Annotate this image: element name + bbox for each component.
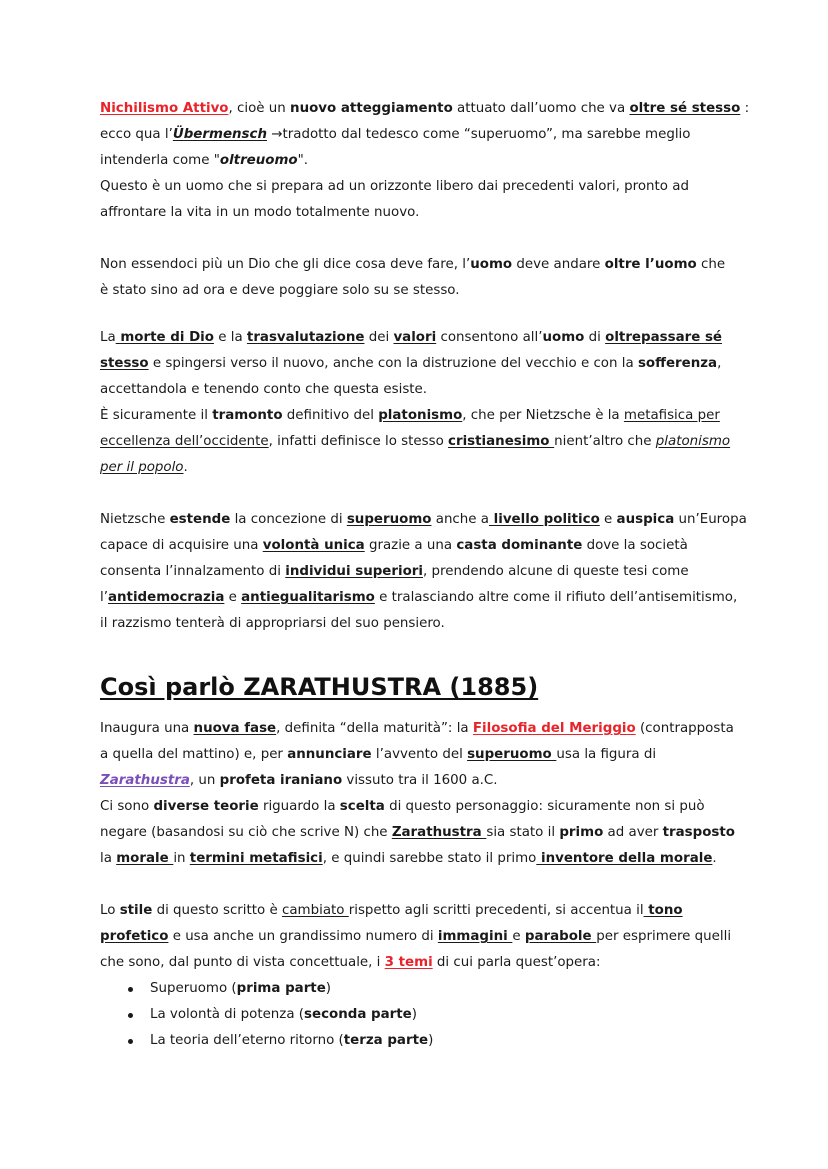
text-span: ) bbox=[325, 981, 332, 996]
text-span: dei bbox=[364, 330, 394, 345]
underlined-term: cambiato bbox=[281, 903, 349, 918]
term-parabole: parabole bbox=[524, 929, 597, 944]
bullet-icon bbox=[128, 1013, 133, 1018]
text-span: , e quindi sarebbe stato il primo bbox=[322, 851, 537, 866]
text-line bbox=[100, 898, 730, 924]
term-inventore-della-morale: inventore della morale bbox=[536, 851, 713, 866]
bold-term: diverse teorie bbox=[153, 799, 259, 814]
text-span: intenderla come " bbox=[100, 153, 220, 168]
text-line bbox=[100, 559, 730, 585]
bold-term: terza parte bbox=[343, 1033, 429, 1048]
text-span: dove la società bbox=[582, 538, 688, 553]
term-volonta-unica: volontà unica bbox=[262, 538, 365, 553]
term-superuomo: superuomo bbox=[346, 512, 432, 527]
text-line bbox=[100, 403, 730, 429]
bold-term: sofferenza bbox=[637, 356, 718, 371]
text-span: Ci sono bbox=[100, 799, 154, 814]
text-span: . bbox=[712, 851, 717, 866]
text-span: riguardo la bbox=[258, 799, 340, 814]
text-span: di bbox=[584, 330, 606, 345]
text-span: , che per Nietzsche è la bbox=[462, 408, 624, 423]
text-span: La teoria dell’eterno ritorno ( bbox=[150, 1033, 344, 1048]
text-span: la bbox=[100, 851, 117, 866]
bold-term: casta dominante bbox=[456, 538, 583, 553]
text-span: →tradotto dal tedesco come “superuomo”, ma sarebbe meglio bbox=[267, 127, 691, 142]
text-span: La volontà di potenza ( bbox=[150, 1007, 305, 1022]
text-line: Questo è un uomo che si prepara ad un orizzonte libero dai precedenti valori, pronto ad bbox=[100, 179, 689, 194]
term-3-temi: 3 temi bbox=[384, 955, 433, 970]
text-span: grazie a una bbox=[364, 538, 457, 553]
text-span: capace di acquisire una bbox=[100, 538, 263, 553]
term-valori: valori bbox=[393, 330, 437, 345]
text-span: di questo personaggio: sicuramente non si può bbox=[384, 799, 705, 814]
text-line bbox=[100, 148, 730, 174]
term-antidemocrazia: antidemocrazia bbox=[107, 590, 225, 605]
text-span: , un bbox=[189, 773, 220, 788]
bold-term: uomo bbox=[470, 257, 513, 272]
text-span: che sono, dal punto di vista concettuale, i bbox=[100, 955, 385, 970]
bold-term: scelta bbox=[339, 799, 385, 814]
term-nichilismo-attivo: Nichilismo Attivo bbox=[100, 101, 229, 116]
text-span: l’avvento del bbox=[371, 747, 468, 762]
text-line: affrontare la vita in un modo totalmente nuovo. bbox=[100, 205, 420, 220]
bullet-icon bbox=[128, 987, 133, 992]
bold-term: tramonto bbox=[212, 408, 283, 423]
text-span: : bbox=[740, 101, 750, 116]
text-span: . bbox=[183, 460, 188, 475]
text-line bbox=[100, 252, 730, 278]
text-line bbox=[100, 122, 730, 148]
text-span: anche a bbox=[431, 512, 489, 527]
list-item bbox=[100, 1028, 730, 1054]
text-line: accettandola e tenendo conto che questa esiste. bbox=[100, 382, 428, 397]
text-span: e usa anche un grandissimo numero di bbox=[168, 929, 438, 944]
text-span: (contrapposta bbox=[635, 721, 734, 736]
text-span: usa la figura di bbox=[556, 747, 657, 762]
bold-underlined-term: oltre sé stesso bbox=[629, 101, 741, 116]
text-span: rispetto agli scritti precedenti, si accentua il bbox=[348, 903, 644, 918]
text-span: Lo bbox=[100, 903, 120, 918]
term-immagini: immagini bbox=[437, 929, 513, 944]
term-oltrepassare: oltrepassare sé bbox=[605, 330, 722, 345]
text-span: , definita “della maturità”: la bbox=[276, 721, 473, 736]
term-superuomo: superuomo bbox=[467, 747, 557, 762]
term-trasvalutazione: trasvalutazione bbox=[246, 330, 365, 345]
term-morte-di-dio: morte di Dio bbox=[115, 330, 214, 345]
term-profetico: profetico bbox=[100, 929, 169, 944]
bold-term: prima parte bbox=[236, 981, 326, 996]
text-line: il razzismo tenterà di appropriarsi del suo pensiero. bbox=[100, 616, 445, 631]
text-span: di cui parla quest’opera: bbox=[432, 955, 601, 970]
text-line bbox=[100, 325, 730, 351]
text-span: e bbox=[224, 590, 242, 605]
term-oltreuomo: oltreuomo bbox=[219, 153, 298, 168]
bold-term: annunciare bbox=[287, 747, 372, 762]
text-span: per esprimere quelli bbox=[596, 929, 732, 944]
text-span: Non essendoci più un Dio che gli dice cosa deve fare, l’ bbox=[100, 257, 471, 272]
bold-term: auspica bbox=[616, 512, 675, 527]
paragraph-politico bbox=[100, 507, 747, 637]
text-span: definitivo del bbox=[282, 408, 379, 423]
term-morale: morale bbox=[116, 851, 174, 866]
text-span: , bbox=[717, 356, 722, 371]
term-ubermensch: Übermensch bbox=[172, 127, 267, 142]
text-span: e tralasciando altre come il rifiuto dell’antisemitismo, bbox=[374, 590, 738, 605]
bold-term: profeta iraniano bbox=[219, 773, 343, 788]
text-span: La bbox=[100, 330, 116, 345]
paragraph-stile bbox=[100, 898, 730, 1054]
text-span: negare (basandosi su ciò che scrive N) che bbox=[100, 825, 392, 840]
term-filosofia-del-meriggio: Filosofia del Meriggio bbox=[472, 721, 636, 736]
text-span: Nietzsche bbox=[100, 512, 170, 527]
section-heading-block bbox=[100, 673, 730, 701]
text-span: nient’altro che bbox=[554, 434, 656, 449]
term-livello-politico: livello politico bbox=[488, 512, 600, 527]
text-span: e bbox=[599, 512, 617, 527]
text-span: ) bbox=[411, 1007, 417, 1022]
text-span: un’Europa bbox=[674, 512, 747, 527]
text-span: , cioè un bbox=[228, 101, 291, 116]
text-span: Superuomo ( bbox=[150, 981, 237, 996]
text-line bbox=[100, 742, 730, 768]
bullet-icon bbox=[128, 1039, 133, 1044]
text-span: la concezione di bbox=[230, 512, 347, 527]
text-line bbox=[100, 768, 730, 794]
paragraph-dio bbox=[100, 252, 730, 304]
italic-underlined-term: per il popolo bbox=[100, 460, 184, 475]
text-span: consenta l’innalzamento di bbox=[100, 564, 286, 579]
term-antiegualitarismo: antiegualitarismo bbox=[241, 590, 375, 605]
text-span: ad aver bbox=[603, 825, 663, 840]
bold-term: primo bbox=[559, 825, 604, 840]
text-line bbox=[100, 351, 730, 377]
underlined-term: metafisica per bbox=[623, 408, 720, 423]
text-line: è stato sino ad ora e deve poggiare solo su se stesso. bbox=[100, 283, 460, 298]
term-nuova-fase: nuova fase bbox=[193, 721, 277, 736]
term-termini-metafisici: termini metafisici bbox=[189, 851, 323, 866]
text-line bbox=[100, 96, 750, 122]
text-line bbox=[100, 429, 730, 455]
text-span: a quella del mattino) e, per bbox=[100, 747, 288, 762]
underlined-term: eccellenza dell’occidente bbox=[100, 434, 269, 449]
text-span: attuato dall’uomo che va bbox=[452, 101, 630, 116]
text-line bbox=[100, 533, 730, 559]
text-span: ecco qua l’ bbox=[100, 127, 173, 142]
bold-term: seconda parte bbox=[304, 1007, 412, 1022]
text-span: e la bbox=[213, 330, 247, 345]
text-span: vissuto tra il 1600 a.C. bbox=[342, 773, 498, 788]
text-line bbox=[100, 950, 730, 976]
text-span: È sicuramente il bbox=[100, 408, 213, 423]
italic-underlined-term: platonismo bbox=[655, 434, 731, 449]
term-stesso: stesso bbox=[100, 356, 149, 371]
text-span: e bbox=[512, 929, 525, 944]
bold-term: nuovo atteggiamento bbox=[290, 101, 453, 116]
bold-term: trasposto bbox=[662, 825, 736, 840]
list-item bbox=[100, 1002, 730, 1028]
text-span: l’ bbox=[100, 590, 108, 605]
text-line bbox=[100, 507, 747, 533]
text-span: , infatti definisce lo stesso bbox=[268, 434, 449, 449]
text-span: ) bbox=[428, 1033, 434, 1048]
term-tono: tono bbox=[643, 903, 683, 918]
term-individui-superiori: individui superiori bbox=[285, 564, 423, 579]
term-zarathustra: Zarathustra bbox=[391, 825, 487, 840]
text-span: consentono all’ bbox=[436, 330, 543, 345]
bold-term: estende bbox=[169, 512, 231, 527]
text-line bbox=[100, 924, 730, 950]
text-line bbox=[100, 716, 734, 742]
text-line bbox=[100, 455, 730, 481]
term-platonismo: platonismo bbox=[378, 408, 463, 423]
text-line bbox=[100, 794, 730, 820]
text-span: Inaugura una bbox=[100, 721, 194, 736]
bold-term: uomo bbox=[542, 330, 585, 345]
text-span: deve andare bbox=[512, 257, 605, 272]
bold-term: oltre l’uomo bbox=[604, 257, 697, 272]
text-span: e spingersi verso il nuovo, anche con la distruzione del vecchio e con la bbox=[148, 356, 638, 371]
text-line bbox=[100, 846, 730, 872]
text-span: che bbox=[696, 257, 726, 272]
text-span: di questo scritto è bbox=[152, 903, 282, 918]
text-span: ". bbox=[297, 153, 309, 168]
paragraph-nichilismo bbox=[100, 96, 750, 226]
paragraph-zarathustra bbox=[100, 716, 736, 872]
text-span: in bbox=[173, 851, 190, 866]
text-line bbox=[100, 820, 736, 846]
term-cristianesimo: cristianesimo bbox=[448, 434, 555, 449]
text-span: sia stato il bbox=[486, 825, 560, 840]
term-zarathustra: Zarathustra bbox=[100, 773, 190, 788]
text-span: , prendendo alcune di queste tesi come bbox=[422, 564, 689, 579]
list-item bbox=[100, 976, 730, 1002]
text-line bbox=[100, 585, 738, 611]
bold-term: stile bbox=[119, 903, 153, 918]
section-heading: Così parlò ZARATHUSTRA (1885) bbox=[100, 673, 539, 701]
paragraph-morte-di-dio bbox=[100, 325, 730, 481]
themes-list bbox=[100, 976, 730, 1054]
